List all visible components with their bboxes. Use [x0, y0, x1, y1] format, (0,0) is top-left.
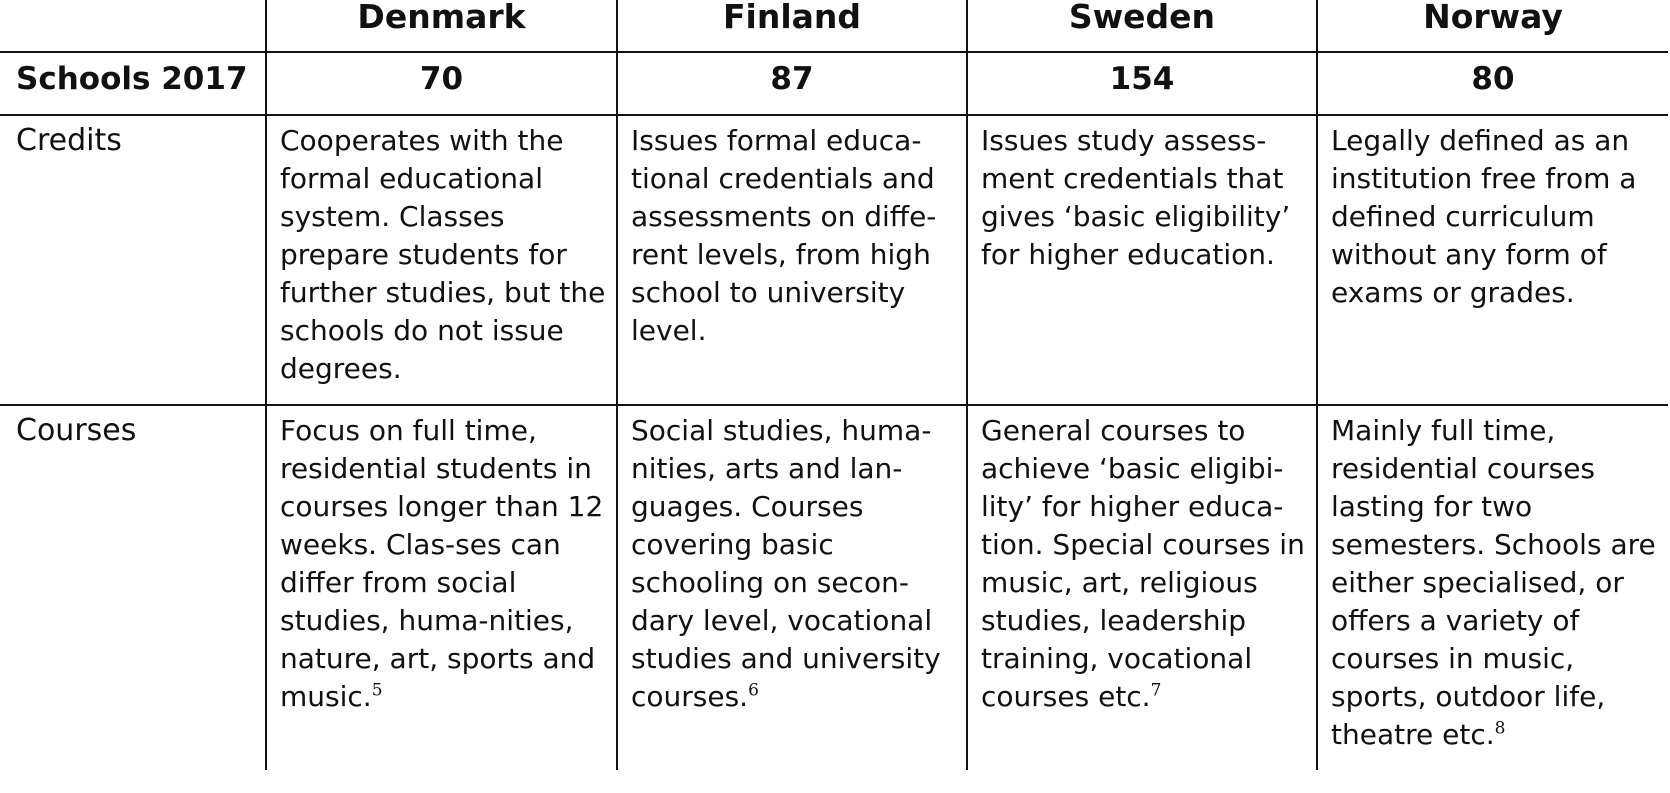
courses-cell-norway — [1318, 412, 1668, 770]
footnote-marker: 6 — [748, 680, 759, 701]
row-divider — [0, 114, 1668, 116]
schools-value-norway: 80 — [1471, 61, 1515, 97]
schools-value-sweden: 154 — [1109, 61, 1175, 97]
row-header-courses: Courses — [16, 413, 137, 448]
footnote-marker: 5 — [371, 680, 383, 701]
column-header-norway: Norway — [1423, 0, 1563, 36]
column-header-sweden: Sweden — [1068, 0, 1216, 36]
courses-cell-denmark — [267, 412, 616, 770]
courses-text-finland: Social studies, huma-nities, arts and lan-guages. Courses covering basic schooling on secon-dary level, vocational studies and university courses. — [631, 414, 941, 713]
footnote-marker: 8 — [1494, 718, 1506, 739]
courses-cell-sweden — [968, 412, 1316, 770]
schools-value-denmark: 70 — [419, 61, 464, 97]
courses-cell-finland — [618, 412, 966, 770]
row-header-schools: Schools 2017 — [16, 61, 248, 97]
column-header-finland: Finland — [722, 0, 862, 36]
footnote-marker: 7 — [1150, 680, 1162, 701]
courses-text-norway: Mainly full time, residential courses lasting for two semesters. Schools are either specialised, or offers a variety of courses in music, sports, outdoor life, theatre etc. — [1331, 414, 1656, 751]
schools-value-finland: 87 — [770, 61, 814, 97]
column-header-denmark: Denmark — [357, 0, 526, 36]
credits-cell-denmark: Cooperates with the formal educational system. Classes prepare students for further studies, but the schools do not issue degrees. — [280, 124, 606, 385]
courses-text-sweden: General courses to achieve ‘basic eligibi-lity’ for higher educa-tion. Special courses in music, art, religious studies, leadership training, vocational courses etc. — [981, 414, 1305, 713]
row-header-credits: Credits — [16, 123, 122, 158]
credits-cell-finland: Issues formal educa-tional credentials and assessments on diffe-rent levels, from high school to university level. — [631, 124, 937, 347]
row-divider — [0, 51, 1668, 53]
row-divider — [0, 404, 1668, 406]
credits-cell-sweden: Issues study assess-ment credentials that gives ‘basic eligibility’ for higher education. — [981, 124, 1291, 271]
credits-cell-norway: Legally defined as an institution free from a defined curriculum without any form of exams or grades. — [1331, 124, 1637, 309]
courses-text-denmark: Focus on full time, residential students in courses longer than 12 weeks. Clas-ses can differ from social studies, huma-nities, nature, art, sports and music. — [280, 414, 604, 713]
